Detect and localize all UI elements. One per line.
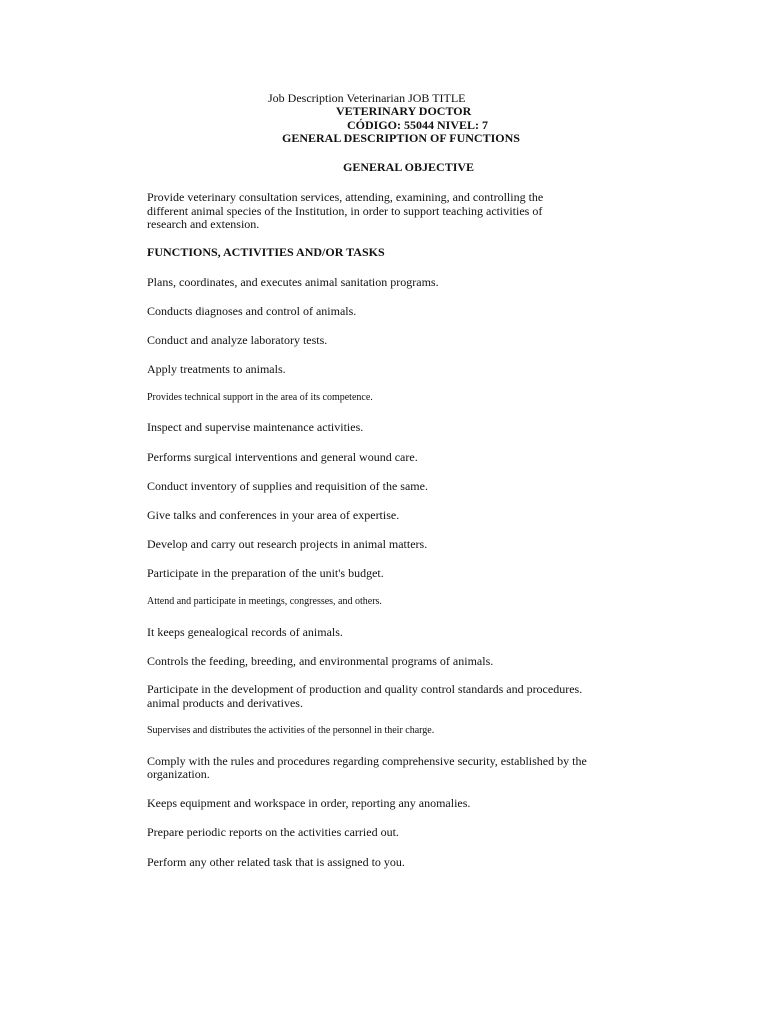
- function-item: Provides technical support in the area of its competence.: [147, 392, 373, 403]
- function-item: Conducts diagnoses and control of animals.: [147, 304, 357, 318]
- job-code: CÓDIGO: 55044 NIVEL: 7: [347, 118, 489, 132]
- function-item: Participate in the development of production and quality control standards and procedures.: [147, 682, 583, 696]
- function-item: Supervises and distributes the activities of the personnel in their charge.: [147, 725, 435, 736]
- function-item: Controls the feeding, breeding, and environmental programs of animals.: [147, 654, 494, 668]
- function-item: Comply with the rules and procedures regarding comprehensive security, established by the: [147, 754, 587, 768]
- function-item: Perform any other related task that is assigned to you.: [147, 855, 405, 869]
- objective-line: Provide veterinary consultation services, attending, examining, and controlling the: [147, 190, 544, 204]
- function-item: Develop and carry out research projects in animal matters.: [147, 537, 428, 551]
- function-item: Apply treatments to animals.: [147, 362, 286, 376]
- function-item: Performs surgical interventions and general wound care.: [147, 450, 418, 464]
- general-description-heading: GENERAL DESCRIPTION OF FUNCTIONS: [282, 131, 520, 145]
- job-title: VETERINARY DOCTOR: [336, 104, 472, 118]
- function-item: It keeps genealogical records of animals.: [147, 625, 343, 639]
- function-item: Attend and participate in meetings, congresses, and others.: [147, 596, 382, 607]
- function-item: Plans, coordinates, and executes animal sanitation programs.: [147, 275, 439, 289]
- function-item: Prepare periodic reports on the activities carried out.: [147, 825, 399, 839]
- objective-line: different animal species of the Institution, in order to support teaching activities of: [147, 204, 543, 218]
- function-item: Keeps equipment and workspace in order, reporting any anomalies.: [147, 796, 471, 810]
- general-objective-heading: GENERAL OBJECTIVE: [343, 160, 475, 174]
- header-line-1: Job Description Veterinarian JOB TITLE: [268, 91, 466, 105]
- function-item: Give talks and conferences in your area of expertise.: [147, 508, 400, 522]
- function-item: Inspect and supervise maintenance activities.: [147, 420, 364, 434]
- function-item: Conduct inventory of supplies and requisition of the same.: [147, 479, 428, 493]
- function-item: Conduct and analyze laboratory tests.: [147, 333, 328, 347]
- function-item: Participate in the preparation of the unit's budget.: [147, 566, 384, 580]
- function-item-continuation: animal products and derivatives.: [147, 696, 303, 710]
- objective-line: research and extension.: [147, 217, 260, 231]
- function-item-continuation: organization.: [147, 767, 210, 781]
- functions-heading: FUNCTIONS, ACTIVITIES AND/OR TASKS: [147, 245, 385, 259]
